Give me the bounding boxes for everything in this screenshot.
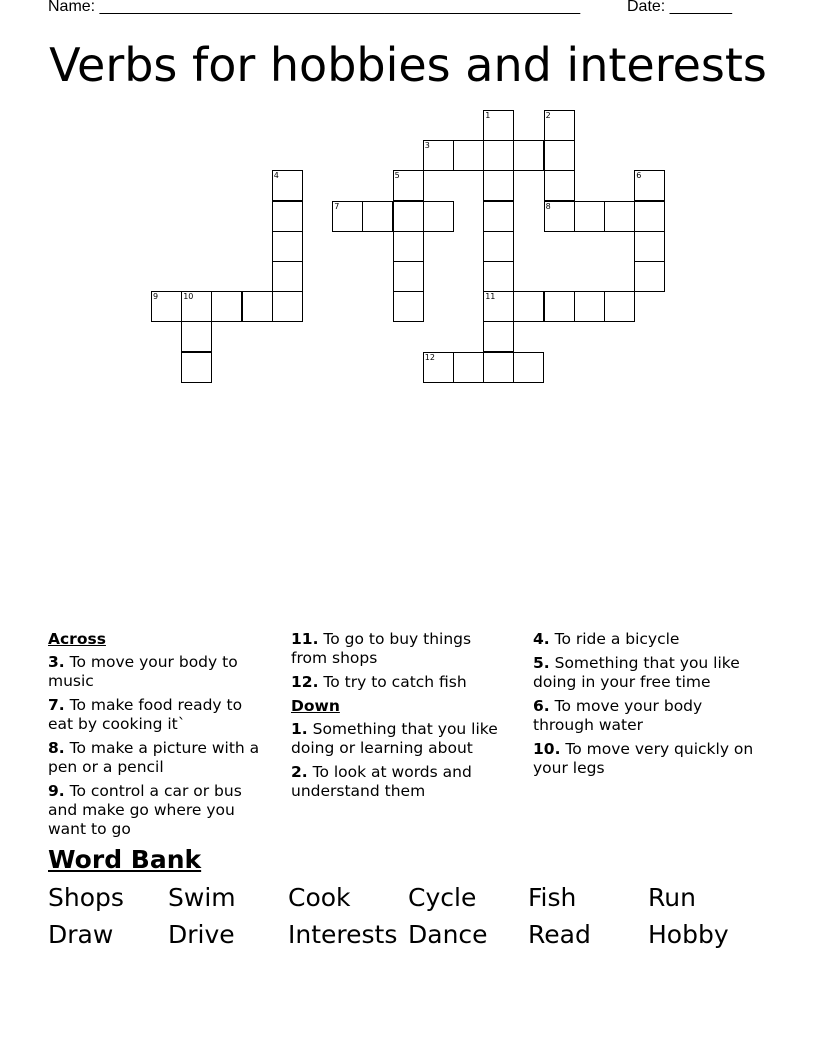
word-bank-item: Fish bbox=[528, 883, 577, 912]
grid-cell[interactable] bbox=[211, 291, 242, 322]
grid-cell[interactable] bbox=[634, 201, 665, 232]
clue-number: 12 bbox=[424, 352, 435, 362]
clues-column-3 bbox=[533, 630, 758, 783]
clue-number: 9 bbox=[153, 292, 159, 302]
grid-cell[interactable] bbox=[604, 201, 635, 232]
clue bbox=[533, 740, 758, 778]
clue-number: 6 bbox=[636, 171, 642, 181]
grid-cell[interactable] bbox=[453, 352, 484, 383]
grid-cell[interactable] bbox=[242, 291, 273, 322]
grid-cell[interactable] bbox=[453, 140, 484, 171]
grid-cell[interactable] bbox=[634, 231, 665, 262]
grid-cell[interactable] bbox=[544, 170, 575, 201]
clue-num: 6. bbox=[533, 697, 550, 715]
clue-num: 8. bbox=[48, 739, 65, 757]
grid-cell[interactable] bbox=[332, 201, 363, 232]
clue-section-heading: Across bbox=[48, 630, 106, 648]
clue bbox=[291, 720, 511, 758]
clues-column-2 bbox=[291, 630, 511, 806]
clue-number: 3 bbox=[424, 141, 430, 151]
word-bank-item: Dance bbox=[408, 920, 488, 949]
clue bbox=[48, 653, 268, 691]
grid-cell[interactable] bbox=[604, 291, 635, 322]
word-bank-item: Interests bbox=[288, 920, 398, 949]
clue-text: To make food ready to eat by cooking it` bbox=[48, 696, 243, 733]
grid-cell[interactable] bbox=[483, 321, 514, 352]
grid-cell[interactable] bbox=[423, 201, 454, 232]
word-bank-item: Run bbox=[648, 883, 696, 912]
clue-number: 5 bbox=[394, 171, 400, 181]
grid-cell[interactable] bbox=[574, 291, 605, 322]
clue-number: 2 bbox=[545, 111, 551, 120]
clue-text: To move your body through water bbox=[533, 697, 703, 734]
word-bank-item: Hobby bbox=[648, 920, 729, 949]
word-bank-item: Read bbox=[528, 920, 591, 949]
clue bbox=[291, 630, 511, 668]
clue-num: 2. bbox=[291, 763, 308, 781]
grid-cell[interactable] bbox=[634, 170, 665, 201]
grid-cell[interactable] bbox=[393, 291, 424, 322]
clue-text: To move your body to music bbox=[48, 653, 238, 690]
grid-cell[interactable] bbox=[272, 231, 303, 262]
clue bbox=[291, 763, 511, 801]
grid-cell[interactable] bbox=[513, 140, 544, 171]
clue-num: 9. bbox=[48, 782, 65, 800]
grid-cell[interactable] bbox=[272, 170, 303, 201]
grid-cell[interactable] bbox=[272, 201, 303, 232]
clue-text: To go to buy things from shops bbox=[291, 630, 472, 667]
clue-num: 3. bbox=[48, 653, 65, 671]
clue-num: 12. bbox=[291, 673, 319, 691]
grid-cell[interactable] bbox=[544, 110, 575, 141]
clue bbox=[533, 630, 758, 649]
grid-cell[interactable] bbox=[544, 201, 575, 232]
clue-number: 10 bbox=[183, 292, 194, 302]
clue bbox=[48, 739, 268, 777]
clue-num: 11. bbox=[291, 630, 319, 648]
clue-text: To move very quickly on your legs bbox=[533, 740, 754, 777]
clue bbox=[48, 782, 268, 839]
grid-cell[interactable] bbox=[574, 201, 605, 232]
grid-cell[interactable] bbox=[483, 170, 514, 201]
clue-number: 8 bbox=[545, 201, 551, 211]
clue-text: To try to catch fish bbox=[318, 673, 467, 691]
clue-text: To control a car or bus and make go where you want to go bbox=[48, 782, 242, 838]
crossword-grid bbox=[0, 0, 816, 400]
clue-number: 11 bbox=[485, 292, 496, 302]
grid-cell[interactable] bbox=[513, 291, 544, 322]
clue-number: 7 bbox=[334, 201, 340, 211]
name-field[interactable]: Name: ______________________________________________________ bbox=[48, 0, 581, 15]
word-bank-item: Shops bbox=[48, 883, 124, 912]
clue-num: 1. bbox=[291, 720, 308, 738]
grid-cell[interactable] bbox=[483, 261, 514, 292]
grid-cell[interactable] bbox=[181, 291, 212, 322]
grid-cell[interactable] bbox=[483, 352, 514, 383]
clue-text: To ride a bicycle bbox=[549, 630, 680, 648]
grid-cell[interactable] bbox=[362, 201, 393, 232]
page-title: Verbs for hobbies and interests bbox=[49, 38, 767, 92]
word-bank-item: Drive bbox=[168, 920, 235, 949]
clue-text: To look at words and understand them bbox=[291, 763, 472, 800]
clue-text: To make a picture with a pen or a pencil bbox=[48, 739, 260, 776]
word-bank-item: Draw bbox=[48, 920, 114, 949]
grid-cell[interactable] bbox=[181, 321, 212, 352]
word-bank-item: Cycle bbox=[408, 883, 477, 912]
clue-num: 7. bbox=[48, 696, 65, 714]
clue-text: Something that you like doing in your free time bbox=[533, 654, 740, 691]
clue-num: 4. bbox=[533, 630, 550, 648]
clue bbox=[533, 654, 758, 692]
date-field[interactable]: Date: _______ bbox=[627, 0, 732, 15]
grid-cell[interactable] bbox=[272, 291, 303, 322]
word-bank-item: Swim bbox=[168, 883, 236, 912]
clue-text: Something that you like doing or learning about bbox=[291, 720, 498, 757]
grid-cell[interactable] bbox=[181, 352, 212, 383]
grid-cell[interactable] bbox=[483, 201, 514, 232]
clue-number: 4 bbox=[273, 171, 279, 181]
grid-cell[interactable] bbox=[483, 291, 514, 322]
clue bbox=[291, 673, 511, 692]
grid-cell[interactable] bbox=[393, 170, 424, 201]
clue-num: 5. bbox=[533, 654, 550, 672]
grid-cell[interactable] bbox=[483, 140, 514, 171]
grid-cell[interactable] bbox=[544, 140, 575, 171]
grid-cell[interactable] bbox=[513, 352, 544, 383]
grid-cell[interactable] bbox=[393, 261, 424, 292]
grid-cell[interactable] bbox=[151, 291, 182, 322]
grid-cell[interactable] bbox=[483, 110, 514, 141]
clue-number: 1 bbox=[485, 111, 491, 120]
grid-cell[interactable] bbox=[272, 261, 303, 292]
clue-section-heading: Down bbox=[291, 697, 340, 715]
grid-cell[interactable] bbox=[634, 261, 665, 292]
grid-cell[interactable] bbox=[423, 140, 454, 171]
grid-cell[interactable] bbox=[483, 231, 514, 262]
grid-cell[interactable] bbox=[423, 352, 454, 383]
word-bank-item: Cook bbox=[288, 883, 351, 912]
grid-cell[interactable] bbox=[393, 201, 424, 232]
word-bank-title: Word Bank bbox=[48, 845, 202, 874]
clue bbox=[48, 696, 268, 734]
clue bbox=[533, 697, 758, 735]
grid-cell[interactable] bbox=[544, 291, 575, 322]
clue-num: 10. bbox=[533, 740, 561, 758]
grid-cell[interactable] bbox=[393, 231, 424, 262]
clues-column-1 bbox=[48, 630, 268, 844]
